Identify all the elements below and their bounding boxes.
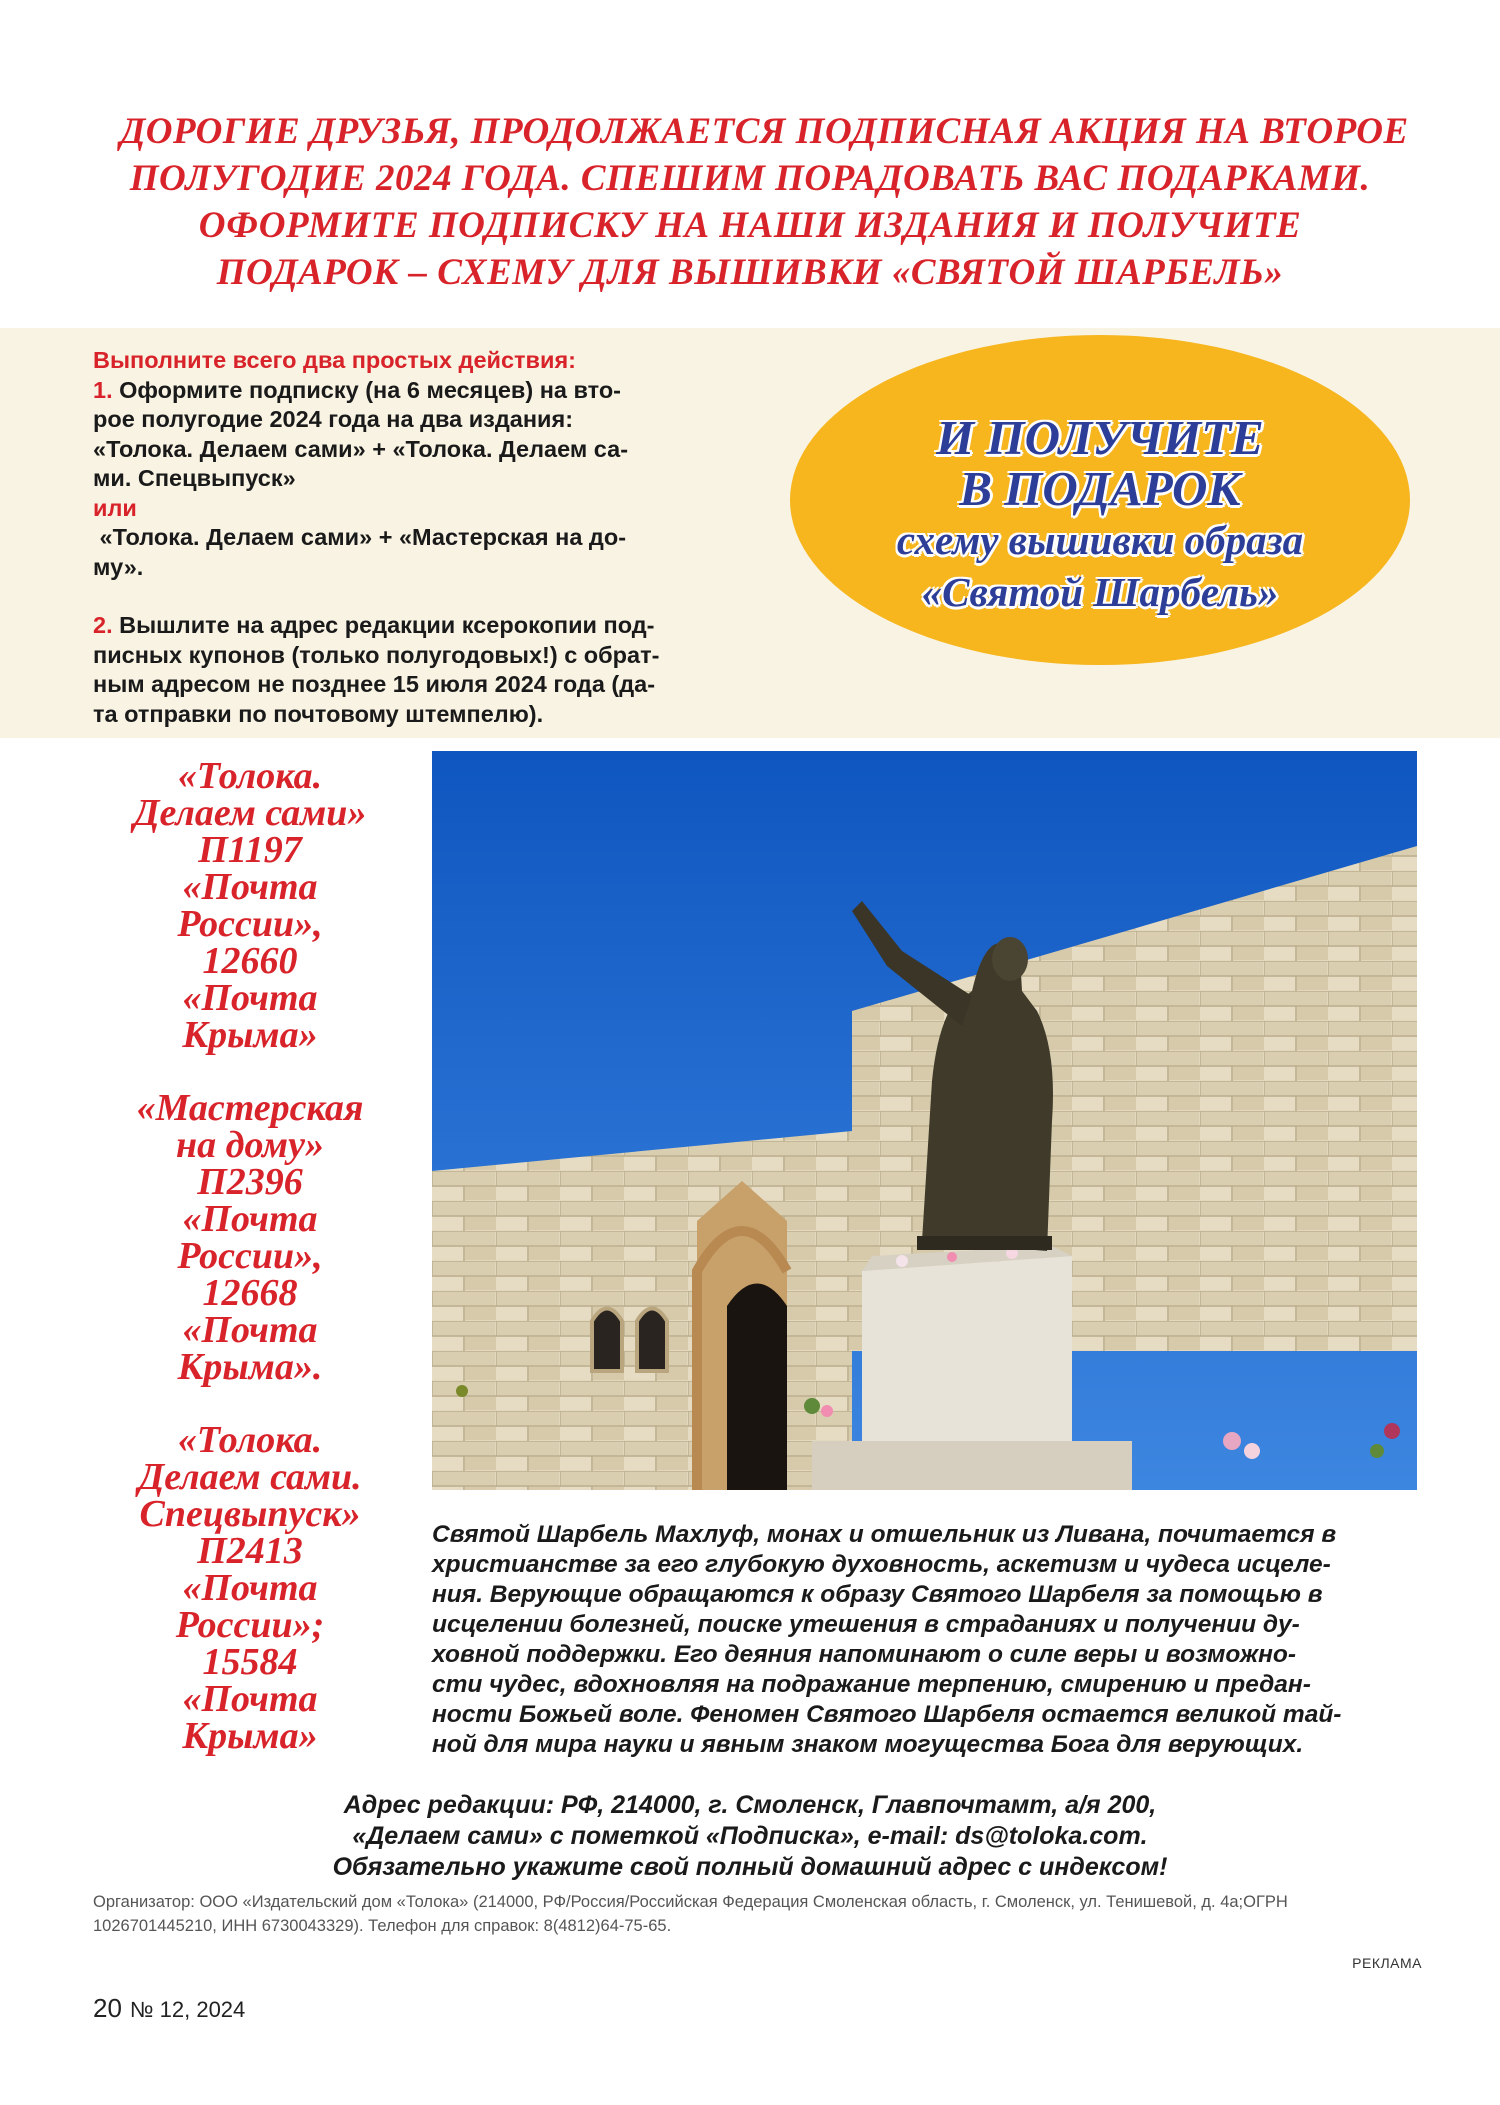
organizer-line: Организатор: ООО «Издательский дом «Толока» (214000, РФ/Россия/Российская Федерация Смоленская область, г. Смоленск, ул. Тенишевой, д. 4а;ОГРН bbox=[93, 1893, 1288, 1911]
step1-number: 1. bbox=[93, 376, 113, 403]
editorial-address bbox=[150, 1790, 1350, 1883]
organizer-line: 1026701445210, ИНН 6730043329). Телефон для справок: 8(4812)64-75-65. bbox=[93, 1917, 672, 1935]
caption-line: христианстве за его глубокую духовность, аскетизм и чудеса исцеле- bbox=[432, 1551, 1331, 1578]
caption-line: Святой Шарбель Махлуф, монах и отшельник из Ливана, почитается в bbox=[432, 1521, 1337, 1548]
step2-number: 2. bbox=[93, 612, 113, 638]
caption-line: ной для мира науки и явным знаком могущества Бога для верующих. bbox=[432, 1731, 1304, 1758]
gift-line: И ПОЛУЧИТЕ bbox=[936, 410, 1264, 465]
step2-line: 2. Вышлите на адрес редакции ксерокопии под- bbox=[93, 612, 655, 638]
headline-line: ДОРОГИЕ ДРУЗЬЯ, ПРОДОЛЖАЕТСЯ ПОДПИСНАЯ АКЦИЯ НА ВТОРОЕ bbox=[120, 111, 1409, 152]
steps-intro: Выполните всего два простых действия: bbox=[93, 347, 576, 373]
advertisement-label: РЕКЛАМА bbox=[1352, 1955, 1422, 1971]
step1-line: «Толока. Делаем сами» + «Толока. Делаем са- bbox=[93, 435, 629, 462]
issue-number: № 12, 2024 bbox=[129, 1997, 246, 2022]
step1-line: ми. Спецвыпуск» bbox=[93, 465, 296, 491]
page-number: 20 bbox=[93, 1993, 122, 2023]
option2-line: «Толока. Делаем сами» + «Мастерская на до- bbox=[99, 524, 627, 550]
caption-line: сти чудес, вдохновляя на подражание терпению, смирению и предан- bbox=[432, 1671, 1311, 1698]
caption-line: ности Божьей воле. Феномен Святого Шарбеля остается великой тай- bbox=[432, 1701, 1342, 1728]
or-label: или bbox=[93, 494, 137, 521]
photo-caption bbox=[432, 1520, 1422, 1760]
headline-line: ПОЛУГОДИЕ 2024 ГОДА. СПЕШИМ ПОРАДОВАТЬ ВАС ПОДАРКАМИ. bbox=[129, 158, 1371, 199]
steps-block bbox=[93, 346, 761, 729]
caption-line: ния. Верующие обращаются к образу Святого Шарбеля за помощью в bbox=[432, 1581, 1323, 1608]
gift-line: схему вышивки образа bbox=[896, 517, 1304, 563]
organizer-info bbox=[93, 1890, 1423, 1938]
address-line: Обязательно укажите свой полный домашний адрес с индексом! bbox=[332, 1853, 1168, 1881]
step1-line: рое полугодие 2024 года на два издания: bbox=[93, 406, 574, 432]
headline-line: ОФОРМИТЕ ПОДПИСКУ НА НАШИ ИЗДАНИЯ И ПОЛУЧИТЕ bbox=[198, 205, 1302, 246]
caption-line: исцелении болезней, поиске утешения в страданиях и получении ду- bbox=[432, 1611, 1300, 1638]
headline bbox=[120, 108, 1409, 296]
code-block: «Мастерская на дому» П2396 «Почта России», 12668 «Почта Крыма». bbox=[136, 1087, 364, 1388]
page-footer bbox=[93, 1993, 245, 2024]
caption-line: ховной поддержки. Его деяния напоминают о силе веры и возможно- bbox=[432, 1641, 1296, 1668]
saint-charbel-photo bbox=[432, 751, 1417, 1490]
step2-line: та отправки по почтовому штемпелю). bbox=[93, 700, 544, 727]
subscription-codes bbox=[100, 755, 400, 1757]
address-line: «Делаем сами» с пометкой «Подписка», e-mail: ds@toloka.com. bbox=[352, 1822, 1148, 1850]
gift-line: «Святой Шарбель» bbox=[921, 569, 1279, 615]
address-line: Адрес редакции: РФ, 214000, г. Смоленск, Главпочтамт, а/я 200, bbox=[343, 1791, 1157, 1819]
step2-line: писных купонов (только полугодовых!) с обрат- bbox=[93, 641, 660, 668]
gift-oval-text bbox=[790, 412, 1410, 618]
step2-line: ным адресом не позднее 15 июля 2024 года (да- bbox=[93, 671, 656, 697]
headline-line: ПОДАРОК – СХЕМУ ДЛЯ ВЫШИВКИ «СВЯТОЙ ШАРБЕЛЬ» bbox=[216, 252, 1284, 293]
gift-line: В ПОДАРОК bbox=[959, 461, 1241, 516]
option2-line: му». bbox=[93, 553, 144, 580]
code-block: «Толока. Делаем сами. Спецвыпуск» П2413 «Почта России»; 15584 «Почта Крыма» bbox=[138, 1419, 362, 1757]
step1-line: 1. Оформите подписку (на 6 месяцев) на вто- bbox=[93, 376, 622, 403]
code-block: «Толока. Делаем сами» П1197 «Почта России», 12660 «Почта Крыма» bbox=[133, 755, 367, 1056]
